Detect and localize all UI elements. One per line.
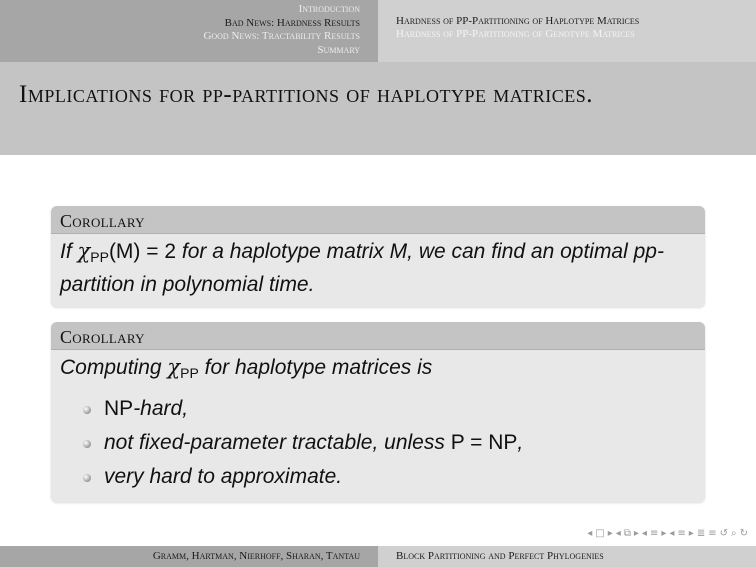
next-section-icon[interactable]: ▸	[688, 528, 694, 539]
list-item	[60, 460, 696, 494]
text: for haplotype matrices is	[198, 356, 433, 379]
chi-symbol: χ	[77, 239, 91, 263]
nav-subsection-haplotype[interactable]: Hardness of PP-Partitioning of Haplotype Matrices	[396, 15, 640, 27]
nav-section-introduction[interactable]: Introduction	[298, 3, 360, 15]
document-icon[interactable]: ≣	[696, 528, 706, 539]
item-list	[60, 392, 696, 494]
section-icon[interactable]: ≡	[677, 528, 686, 539]
text: Computing	[60, 356, 168, 379]
corollary-block-1	[51, 206, 705, 307]
next-frame-icon[interactable]: ▸	[633, 528, 639, 539]
frame-icon[interactable]: ⧉	[623, 528, 631, 539]
prev-frame-icon[interactable]: ◂	[615, 528, 621, 539]
item-text: -hard,	[133, 397, 189, 420]
argument: (M)	[108, 240, 141, 263]
chi-symbol: χ	[167, 355, 181, 379]
block-heading: Corollary	[51, 206, 705, 234]
prev-subsection-icon[interactable]: ◂	[641, 528, 647, 539]
next-subsection-icon[interactable]: ▸	[661, 528, 667, 539]
footer	[0, 546, 756, 567]
block-body	[51, 350, 705, 502]
search-icon[interactable]: ⌕	[731, 528, 737, 539]
appendix-icon[interactable]: ≡	[708, 528, 717, 539]
subsection-icon[interactable]: ≡	[649, 528, 659, 539]
nav-subsection-genotype[interactable]: Hardness of PP-Partitioning of Genotype Matrices	[396, 28, 635, 40]
text: for a haplotype matrix	[176, 240, 390, 263]
prev-slide-icon[interactable]: ◂	[587, 528, 593, 539]
prev-section-icon[interactable]: ◂	[669, 528, 675, 539]
block-heading: Corollary	[51, 322, 705, 350]
equals-two: = 2	[140, 240, 177, 263]
item-text: ,	[517, 431, 524, 454]
item-text: very hard to approximate.	[104, 465, 343, 488]
item-text: P = NP	[450, 431, 518, 454]
beamer-navigation-symbols	[587, 528, 748, 539]
next-slide-icon[interactable]: ▸	[607, 528, 613, 539]
nav-section-good-news[interactable]: Good News: Tractability Results	[203, 30, 360, 42]
list-item	[60, 426, 696, 460]
section-navigation	[0, 0, 378, 62]
frame-title-bar	[0, 62, 756, 155]
chi-subscript: PP	[180, 365, 199, 381]
matrix-symbol: M	[389, 240, 408, 263]
forward-icon[interactable]: ↻	[739, 528, 748, 539]
bullet-icon	[83, 440, 91, 448]
footer-authors: Gramm, Hartman, Nierhoff, Sharan, Tantau	[0, 546, 378, 567]
bullet-icon	[83, 406, 91, 414]
nav-section-summary[interactable]: Summary	[317, 43, 360, 56]
footer-talk-title: Block Partitioning and Perfect Phylogenies	[378, 546, 756, 567]
chi-subscript: PP	[90, 249, 109, 265]
list-item	[60, 392, 696, 426]
corollary-block-2	[51, 322, 705, 502]
text: If	[60, 240, 72, 263]
bullet-icon	[83, 474, 91, 482]
back-icon[interactable]: ↺	[719, 528, 728, 539]
block-body	[51, 234, 705, 307]
block-intro	[60, 353, 696, 387]
item-text: not fixed-parameter tractable, unless	[104, 431, 451, 454]
text: , we can find an optimal pp-partition in polynomial time.	[60, 240, 664, 296]
navigation-bar	[0, 0, 756, 62]
frame-title: Implications for pp-partitions of haplotype matrices.	[19, 81, 593, 108]
subsection-navigation	[378, 0, 756, 62]
item-text: NP	[104, 397, 134, 420]
nav-section-bad-news[interactable]: Bad News: Hardness Results	[224, 16, 360, 29]
slide-icon[interactable]: □	[595, 528, 605, 539]
